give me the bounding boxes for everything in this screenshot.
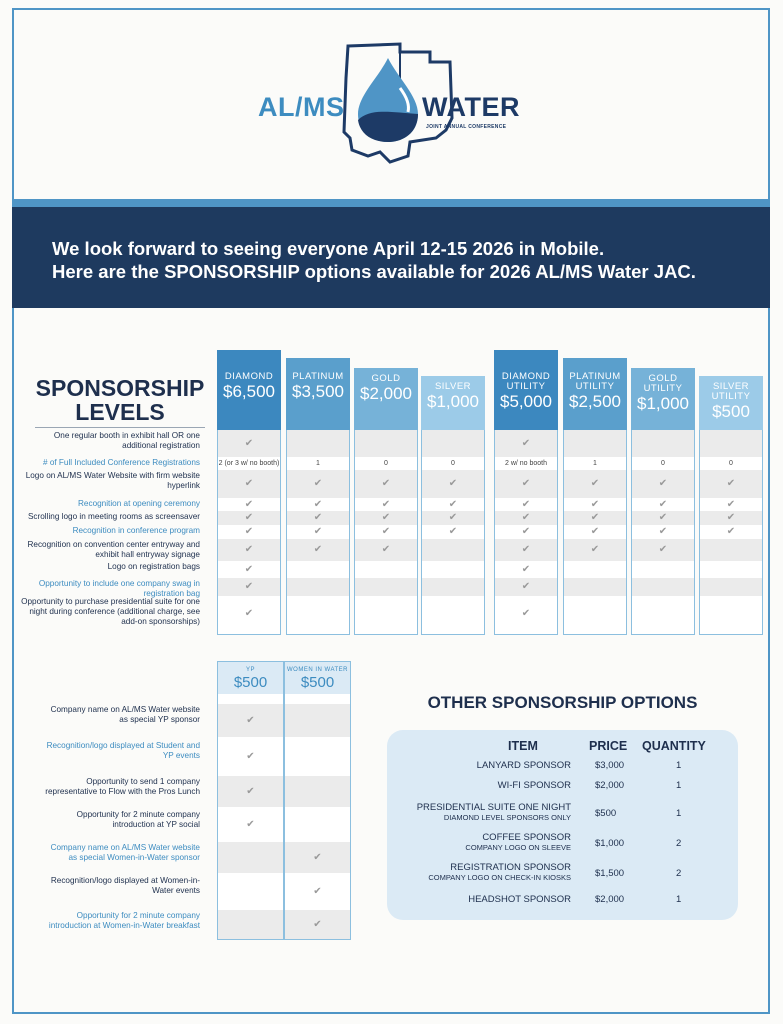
check-icon: ✔ xyxy=(521,438,531,449)
check-icon: ✔ xyxy=(381,478,391,489)
check-icon: ✔ xyxy=(313,512,323,523)
option-item xyxy=(391,760,571,771)
check-icon: ✔ xyxy=(244,608,254,619)
check-icon: ✔ xyxy=(244,526,254,537)
utility-tier-header xyxy=(494,350,558,430)
option-name: HEADSHOT SPONSOR xyxy=(468,894,571,905)
option-price: $500 xyxy=(595,808,617,819)
option-item xyxy=(391,780,571,791)
level-tier-column xyxy=(354,368,418,635)
tier-body xyxy=(699,430,763,635)
announcement-banner xyxy=(12,207,770,308)
tier-name: SILVER xyxy=(434,381,472,392)
option-price: $2,000 xyxy=(595,780,625,791)
tier-price: $5,000 xyxy=(500,392,552,411)
option-name: REGISTRATION SPONSOR xyxy=(450,862,571,873)
check-icon: ✔ xyxy=(313,544,323,555)
yp-feature-labels xyxy=(40,700,200,940)
tier-body xyxy=(421,430,485,635)
yp-tier-column xyxy=(217,661,284,940)
tier-cell: 0 xyxy=(729,460,733,467)
tier-cell xyxy=(355,561,417,578)
check-icon: ✔ xyxy=(313,478,323,489)
level-feature-label: Logo on AL/MS Water Website with firm website hyperlink xyxy=(25,471,200,490)
other-options-title: OTHER SPONSORSHIP OPTIONS xyxy=(427,693,698,712)
level-feature-label: One regular booth in exhibit hall OR one additional registration xyxy=(53,431,200,450)
tier-cell xyxy=(422,578,484,596)
option-price: $1,500 xyxy=(595,868,625,879)
option-item xyxy=(391,894,571,905)
option-note: COMPANY LOGO ON SLEEVE xyxy=(465,843,571,852)
option-quantity: 1 xyxy=(676,780,682,791)
check-icon: ✔ xyxy=(381,499,391,510)
tier-cell: 0 xyxy=(661,460,665,467)
level-feature-label: Recognition in conference program xyxy=(72,526,200,535)
yp-feature-label: Recognition/logo displayed at Women-in-Water events xyxy=(50,876,200,895)
tier-cell xyxy=(422,561,484,578)
tier-cell xyxy=(700,430,762,457)
check-icon: ✔ xyxy=(448,499,458,510)
level-feature-label: Logo on registration bags xyxy=(107,562,200,571)
conference-logo xyxy=(250,38,540,168)
tier-price: $1,000 xyxy=(637,394,689,413)
other-options-table xyxy=(387,730,738,920)
utility-tier-header xyxy=(631,368,695,430)
tier-name: SILVER UTILITY xyxy=(711,381,751,402)
level-feature-label: Scrolling logo in meeting rooms as screensaver xyxy=(27,512,200,521)
item-header: ITEM xyxy=(508,739,538,753)
check-icon: ✔ xyxy=(521,526,531,537)
option-note: DIAMOND LEVEL SPONSORS ONLY xyxy=(443,813,571,822)
check-icon: ✔ xyxy=(521,608,531,619)
level-feature-label: Opportunity to include one company swag in registration bag xyxy=(38,579,200,598)
logo-water-text: WATER xyxy=(422,92,520,122)
check-icon: ✔ xyxy=(381,526,391,537)
check-icon: ✔ xyxy=(313,852,322,863)
option-name: COFFEE SPONSOR xyxy=(482,832,571,843)
check-icon: ✔ xyxy=(658,544,668,555)
tier-price: $6,500 xyxy=(223,382,275,401)
check-icon: ✔ xyxy=(521,512,531,523)
tier-cell xyxy=(632,596,694,632)
tier-name: PLATINUM xyxy=(292,371,344,382)
tier-cell xyxy=(422,430,484,457)
check-icon: ✔ xyxy=(313,919,322,930)
banner-line-2: Here are the SPONSORSHIP options available for 2026 AL/MS Water JAC. xyxy=(52,261,696,282)
option-quantity: 2 xyxy=(676,838,682,849)
row-band xyxy=(218,910,283,939)
tier-name: GOLD xyxy=(371,373,401,384)
price-header: PRICE xyxy=(589,739,628,753)
row-band xyxy=(218,842,283,873)
tier-cell: 0 xyxy=(451,460,455,467)
tier-cell xyxy=(355,430,417,457)
tier-body xyxy=(354,430,418,635)
check-icon: ✔ xyxy=(246,715,255,726)
tier-price: $500 xyxy=(233,674,268,691)
tier-cell xyxy=(700,539,762,561)
utility-tier-column xyxy=(494,350,558,635)
check-icon: ✔ xyxy=(246,751,255,762)
title-line-2: LEVELS xyxy=(75,399,165,426)
tier-body xyxy=(494,430,558,635)
tier-price: $500 xyxy=(712,402,750,421)
option-price: $2,000 xyxy=(595,894,625,905)
check-icon: ✔ xyxy=(521,564,531,575)
tier-cell: 1 xyxy=(316,460,320,467)
level-tier-column xyxy=(286,358,350,635)
tier-name: DIAMOND UTILITY xyxy=(501,371,551,392)
tier-cell: 2 (or 3 w/ no booth) xyxy=(218,460,280,467)
check-icon: ✔ xyxy=(590,478,600,489)
check-icon: ✔ xyxy=(658,526,668,537)
option-name: LANYARD SPONSOR xyxy=(476,760,571,771)
tier-cell: 0 xyxy=(384,460,388,467)
tier-cell xyxy=(564,578,626,596)
check-icon: ✔ xyxy=(521,478,531,489)
utility-tier-header xyxy=(563,358,627,430)
tier-cell: 1 xyxy=(593,460,597,467)
check-icon: ✔ xyxy=(381,512,391,523)
option-note: COMPANY LOGO ON CHECK-IN KIOSKS xyxy=(428,873,571,882)
tier-name: GOLD UTILITY xyxy=(643,373,683,394)
yp-feature-label: Opportunity to send 1 company representative to Flow with the Pros Lunch xyxy=(45,777,200,796)
check-icon: ✔ xyxy=(590,512,600,523)
tier-cell xyxy=(355,596,417,632)
check-icon: ✔ xyxy=(726,512,736,523)
check-icon: ✔ xyxy=(244,499,254,510)
check-icon: ✔ xyxy=(244,478,254,489)
tier-cell xyxy=(700,561,762,578)
option-item xyxy=(391,862,571,882)
option-name: WI-FI SPONSOR xyxy=(497,780,571,791)
check-icon: ✔ xyxy=(590,526,600,537)
tier-cell xyxy=(700,578,762,596)
tier-body xyxy=(286,430,350,635)
tier-body xyxy=(631,430,695,635)
level-feature-label: Recognition at opening ceremony xyxy=(78,499,200,508)
tier-cell xyxy=(355,578,417,596)
check-icon: ✔ xyxy=(381,544,391,555)
check-icon: ✔ xyxy=(726,499,736,510)
check-icon: ✔ xyxy=(726,478,736,489)
title-divider xyxy=(35,427,205,428)
title-line-1: SPONSORSHIP xyxy=(35,375,205,401)
check-icon: ✔ xyxy=(658,499,668,510)
tier-name: DIAMOND xyxy=(224,371,274,382)
tier-price: $2,000 xyxy=(360,384,412,403)
yp-tier-header xyxy=(285,662,350,694)
tier-cell xyxy=(422,539,484,561)
check-icon: ✔ xyxy=(521,499,531,510)
tier-price: $1,000 xyxy=(427,392,479,411)
check-icon: ✔ xyxy=(313,886,322,897)
check-icon: ✔ xyxy=(244,438,254,449)
check-icon: ✔ xyxy=(590,544,600,555)
check-icon: ✔ xyxy=(246,786,255,797)
option-price: $3,000 xyxy=(595,760,625,771)
tier-cell xyxy=(287,578,349,596)
tier-price: $500 xyxy=(300,674,335,691)
check-icon: ✔ xyxy=(448,526,458,537)
tier-cell xyxy=(632,430,694,457)
level-feature-labels xyxy=(20,430,200,640)
utility-tier-column xyxy=(699,376,763,635)
level-feature-label: Recognition on convention center entryway and exhibit hall entryway signage xyxy=(27,540,200,559)
check-icon: ✔ xyxy=(244,544,254,555)
tier-cell xyxy=(564,561,626,578)
check-icon: ✔ xyxy=(244,581,254,592)
option-quantity: 1 xyxy=(676,894,682,905)
tier-cell: 2 w/ no booth xyxy=(504,460,548,467)
tier-price: $3,500 xyxy=(292,382,344,401)
check-icon: ✔ xyxy=(313,526,323,537)
utility-tier-header xyxy=(699,376,763,430)
banner-accent xyxy=(12,199,770,207)
option-price: $1,000 xyxy=(595,838,625,849)
check-icon: ✔ xyxy=(448,478,458,489)
check-icon: ✔ xyxy=(590,499,600,510)
level-tier-header xyxy=(217,350,281,430)
tier-cell xyxy=(632,578,694,596)
tier-cell xyxy=(632,561,694,578)
check-icon: ✔ xyxy=(521,544,531,555)
row-band xyxy=(285,776,350,807)
check-icon: ✔ xyxy=(246,819,255,830)
level-tier-header xyxy=(286,358,350,430)
yp-feature-label: Opportunity for 2 minute company introduction at YP social xyxy=(76,810,200,829)
yp-tier-header xyxy=(218,662,283,694)
tier-cell xyxy=(287,596,349,632)
check-icon: ✔ xyxy=(726,526,736,537)
level-tier-column xyxy=(421,376,485,635)
tier-name: PLATINUM UTILITY xyxy=(569,371,621,392)
check-icon: ✔ xyxy=(244,564,254,575)
level-feature-label: Opportunity to purchase presidential suite for one night during conference (additional charge, see add-on sponsorships) xyxy=(21,597,200,626)
check-icon: ✔ xyxy=(521,581,531,592)
row-band xyxy=(285,704,350,737)
option-item xyxy=(391,832,571,852)
check-icon: ✔ xyxy=(658,478,668,489)
tier-body xyxy=(217,430,281,635)
tier-cell xyxy=(422,596,484,632)
tier-cell xyxy=(564,596,626,632)
quantity-header: QUANTITY xyxy=(642,739,706,753)
tier-body xyxy=(563,430,627,635)
yp-feature-label: Company name on AL/MS Water website as special YP sponsor xyxy=(50,705,200,724)
banner-line-1: We look forward to seeing everyone April 12-15 2026 in Mobile. xyxy=(52,238,605,259)
yp-tier-column xyxy=(284,661,351,940)
option-item xyxy=(391,802,571,822)
yp-feature-label: Recognition/logo displayed at Student and YP events xyxy=(46,741,200,760)
logo-subtitle: JOINT ANNUAL CONFERENCE xyxy=(426,124,507,130)
level-tier-header xyxy=(421,376,485,430)
tier-cell xyxy=(700,596,762,632)
option-quantity: 2 xyxy=(676,868,682,879)
tier-cell xyxy=(287,561,349,578)
logo-alms-text: AL/MS xyxy=(258,92,345,122)
tier-cell xyxy=(287,430,349,457)
option-quantity: 1 xyxy=(676,760,682,771)
tier-cell xyxy=(564,430,626,457)
sponsorship-levels-title xyxy=(30,376,210,424)
yp-feature-label: Company name on AL/MS Water website as special Women-in-Water sponsor xyxy=(50,843,200,862)
option-quantity: 1 xyxy=(676,808,682,819)
check-icon: ✔ xyxy=(448,512,458,523)
level-tier-header xyxy=(354,368,418,430)
check-icon: ✔ xyxy=(244,512,254,523)
yp-feature-label: Opportunity for 2 minute company introduction at Women-in-Water breakfast xyxy=(48,911,200,930)
utility-tier-column xyxy=(563,358,627,635)
tier-name: YP xyxy=(245,667,255,673)
tier-name: WOMEN IN WATER xyxy=(287,667,348,673)
level-tier-column xyxy=(217,350,281,635)
check-icon: ✔ xyxy=(313,499,323,510)
check-icon: ✔ xyxy=(658,512,668,523)
utility-tier-column xyxy=(631,368,695,635)
option-name: PRESIDENTIAL SUITE ONE NIGHT xyxy=(416,802,571,813)
level-feature-label: # of Full Included Conference Registrations xyxy=(42,458,200,467)
tier-price: $2,500 xyxy=(569,392,621,411)
